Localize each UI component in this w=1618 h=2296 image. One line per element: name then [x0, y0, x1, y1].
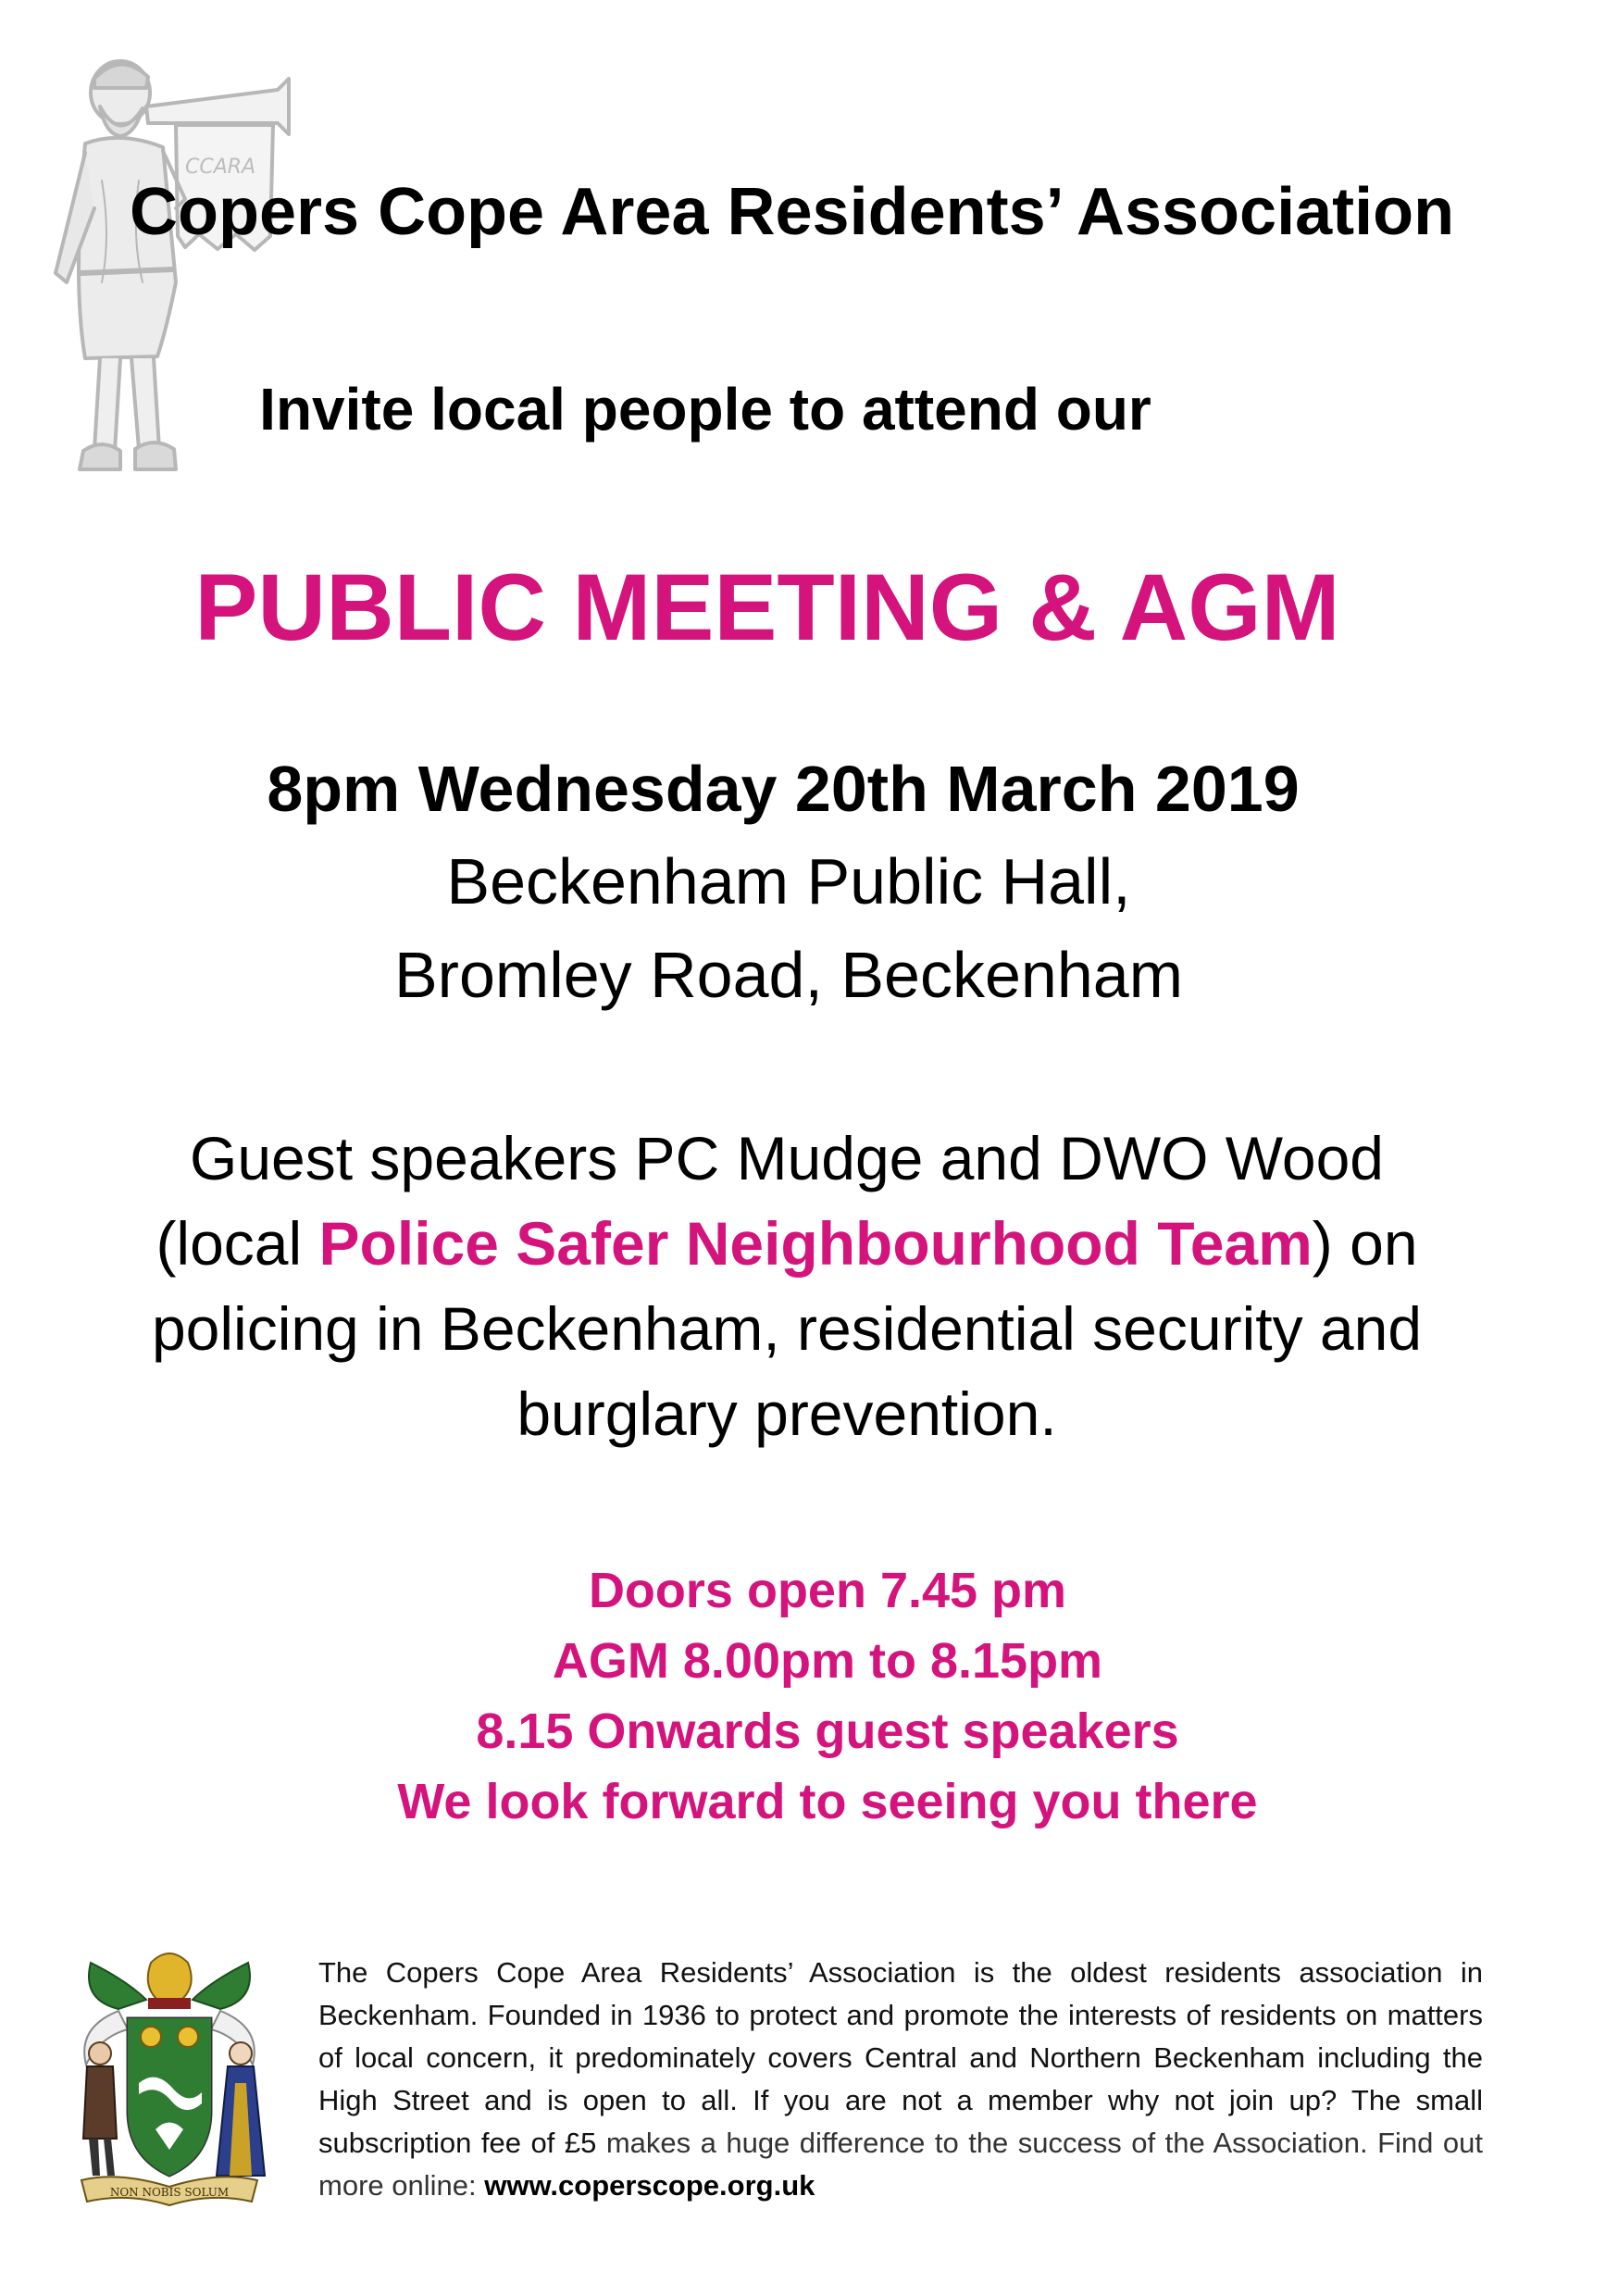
venue-line-1-text: Beckenham Public Hall, — [446, 845, 1131, 917]
event-schedule — [0, 1555, 1618, 1837]
schedule-agm-time: AGM 8.00pm to 8.15pm — [552, 1633, 1103, 1689]
website-link[interactable]: www.coperscope.org.uk — [484, 2169, 815, 2202]
association-about-text — [318, 1952, 1483, 2207]
police-team-highlight: Police Safer Neighbourhood Team — [318, 1209, 1313, 1278]
invite-text: Invite local people to attend our — [259, 376, 1151, 443]
speakers-line-1: Guest speakers PC Mudge and DWO Wood — [189, 1124, 1385, 1192]
invite-line — [0, 375, 1618, 443]
speakers-line-2-suffix: ) on — [1312, 1209, 1418, 1278]
about-text-tail: makes a huge difference to the success of the Association. Find out more online: — [318, 2127, 1483, 2202]
schedule-guest-speakers: 8.15 Onwards guest speakers — [476, 1703, 1179, 1759]
schedule-closing-line: We look forward to seeing you there — [397, 1774, 1258, 1829]
datetime-text: 8pm Wednesday 20th March 2019 — [267, 753, 1300, 825]
venue-line-1 — [0, 844, 1618, 918]
about-text: The Copers Cope Area Residents’ Association is the oldest residents association in Beckenham. Founded in 1936 to protect and promote the interests of residents on matters of local concern, it predominately covers Central and Northern Beckenham including the High Street and is open to all. If you are not a member why not join up? The small subscription fee of £5 — [318, 1956, 1483, 2159]
schedule-doors-open: Doors open 7.45 pm — [588, 1563, 1067, 1618]
coat-of-arms-icon — [63, 1944, 276, 2213]
venue-line-2 — [0, 938, 1618, 1012]
event-datetime — [0, 752, 1618, 826]
speakers-line-3: policing in Beckenham, residential security and — [151, 1294, 1423, 1363]
town-crier-figure-icon — [46, 51, 324, 514]
organization-title: Copers Cope Area Residents’ Association — [130, 175, 1455, 249]
guest-speakers-paragraph — [93, 1116, 1481, 1456]
headline-text: PUBLIC MEETING & AGM — [194, 555, 1340, 660]
speakers-line-4: burglary prevention. — [517, 1379, 1057, 1448]
speakers-line-2-prefix: (local — [156, 1209, 319, 1278]
event-headline — [0, 554, 1618, 662]
logo-banner-text: CCARA — [185, 156, 256, 179]
venue-line-2-text: Bromley Road, Beckenham — [393, 939, 1184, 1011]
crest-motto: NON NOBIS SOLUM — [109, 2186, 230, 2199]
speakers-line-2 — [93, 1201, 1481, 1286]
